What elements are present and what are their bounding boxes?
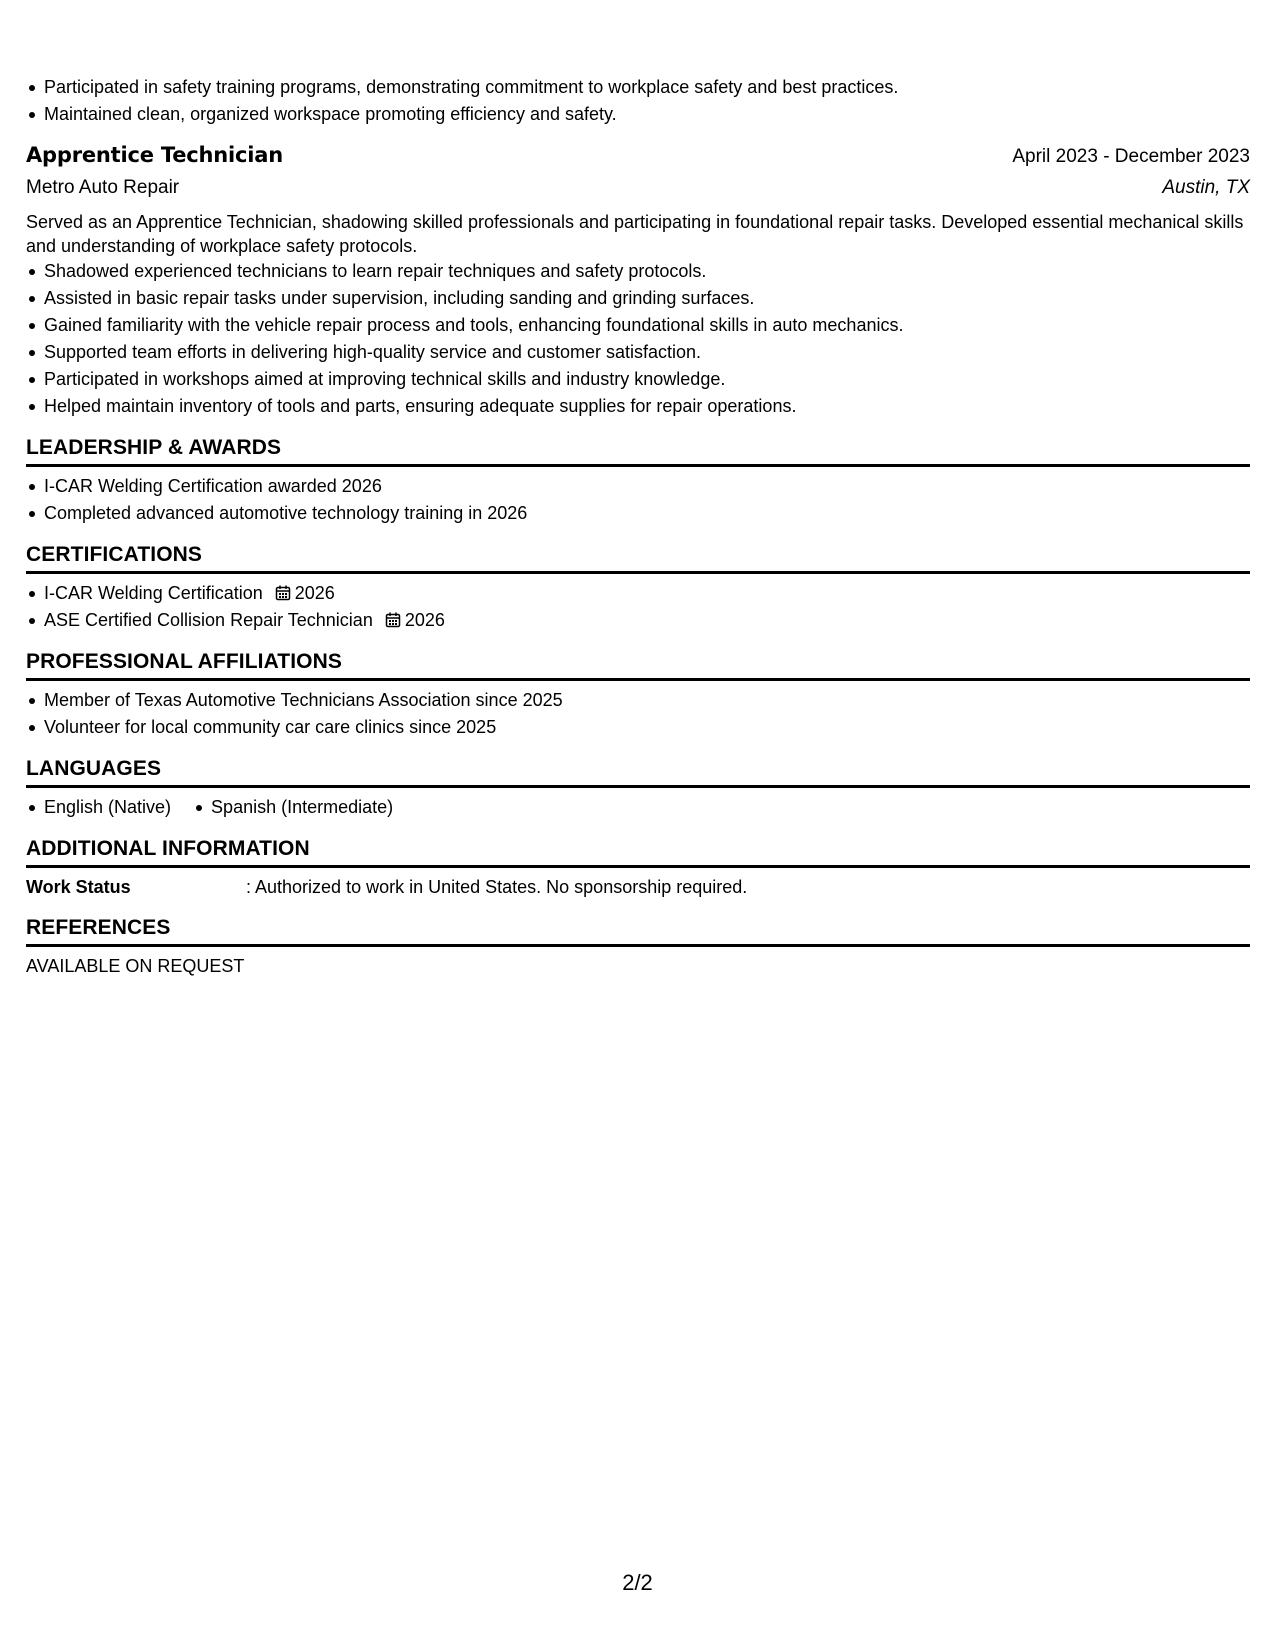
job-title: Apprentice Technician — [26, 143, 283, 167]
section-title: LEADERSHIP & AWARDS — [26, 434, 1250, 467]
resume-page — [26, 74, 1250, 979]
certifications-section — [26, 541, 1250, 634]
certification-name: ASE Certified Collision Repair Technician — [44, 610, 373, 630]
list-item: Member of Texas Automotive Technicians Association since 2025 — [44, 687, 1250, 714]
section-title: ADDITIONAL INFORMATION — [26, 835, 1250, 868]
section-title: PROFESSIONAL AFFILIATIONS — [26, 648, 1250, 681]
list-item: Volunteer for local community car care clinics since 2025 — [44, 714, 1250, 741]
references-section — [26, 914, 1250, 979]
list-item: I-CAR Welding Certification awarded 2026 — [44, 473, 1250, 500]
list-item: Shadowed experienced technicians to learn repair techniques and safety protocols. — [44, 258, 1250, 285]
list-item: Assisted in basic repair tasks under supervision, including sanding and grinding surfaces. — [44, 285, 1250, 312]
work-status-label: Work Status — [26, 877, 131, 897]
job-summary: Served as an Apprentice Technician, shadowing skilled professionals and participating in foundational repair tasks. Developed essential mechanical skills and understanding of workplace safety protocols. — [26, 212, 1244, 256]
list-item — [44, 580, 1250, 607]
certification-year: 2026 — [404, 610, 445, 630]
list-item: Completed advanced automotive technology training in 2026 — [44, 500, 1250, 527]
calendar-icon — [275, 585, 291, 601]
work-status-value: : Authorized to work in United States. No sponsorship required. — [246, 877, 748, 897]
additional-info-section — [26, 835, 1250, 900]
previous-job-bullets — [26, 74, 1250, 128]
section-title: REFERENCES — [26, 914, 1250, 947]
list-item: Gained familiarity with the vehicle repair process and tools, enhancing foundational skills in auto mechanics. — [44, 312, 1250, 339]
certification-name: I-CAR Welding Certification — [44, 583, 263, 603]
list-item: English (Native) — [44, 794, 171, 821]
list-item — [44, 607, 1250, 634]
page-number: 2/2 — [622, 1570, 653, 1595]
job-dates: April 2023 - December 2023 — [1012, 146, 1250, 167]
calendar-icon — [385, 612, 401, 628]
section-title: LANGUAGES — [26, 755, 1250, 788]
languages-section — [26, 755, 1250, 821]
job-entry — [26, 140, 1250, 420]
references-text: AVAILABLE ON REQUEST — [26, 956, 245, 976]
list-item: Helped maintain inventory of tools and parts, ensuring adequate supplies for repair operations. — [44, 393, 1250, 420]
list-item: Supported team efforts in delivering high-quality service and customer satisfaction. — [44, 339, 1250, 366]
leadership-section — [26, 434, 1250, 527]
company-name: Metro Auto Repair — [26, 177, 180, 198]
job-location: Austin, TX — [1162, 177, 1250, 198]
list-item: Spanish (Intermediate) — [211, 794, 393, 821]
list-item: Participated in workshops aimed at improving technical skills and industry knowledge. — [44, 366, 1250, 393]
job-bullets — [26, 258, 1250, 420]
list-item: Participated in safety training programs, demonstrating commitment to workplace safety and best practices. — [44, 74, 1250, 101]
certification-year: 2026 — [294, 583, 335, 603]
affiliations-section — [26, 648, 1250, 741]
list-item: Maintained clean, organized workspace promoting efficiency and safety. — [44, 101, 1250, 128]
section-title: CERTIFICATIONS — [26, 541, 1250, 574]
